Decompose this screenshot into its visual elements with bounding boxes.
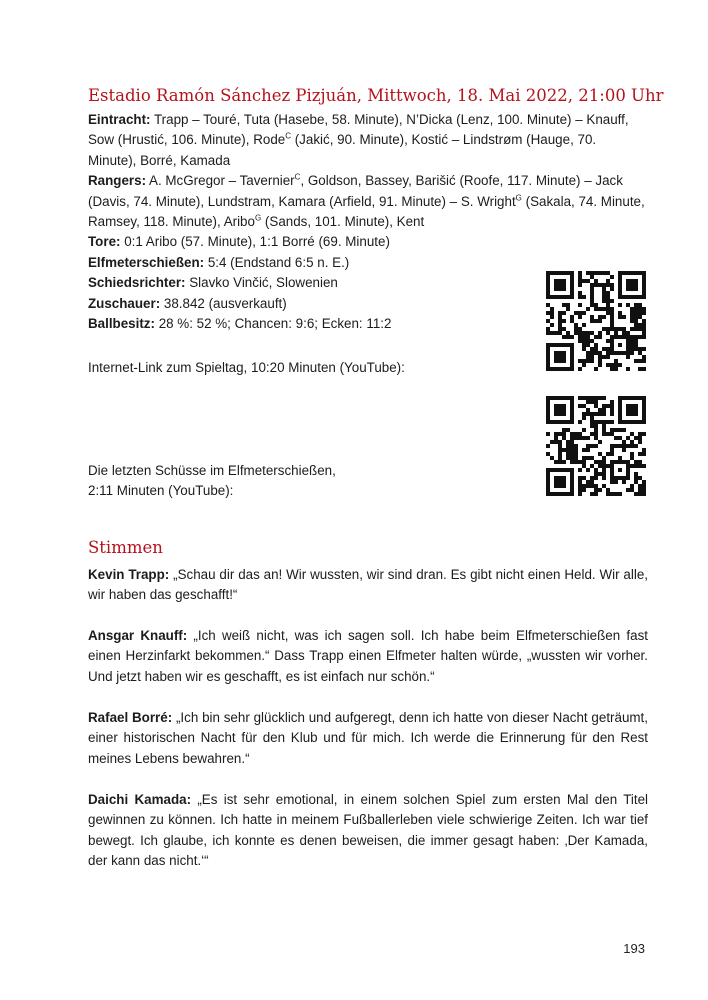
quote-speaker: Ansgar Knauff: [88,628,188,643]
quote-knauff [88,626,648,687]
quote-borre [88,708,648,769]
eintracht-label: Eintracht: [88,112,151,127]
yellow-card-mark: G [515,193,522,203]
schiedsrichter-value: Slavko Vinčić, Slowenien [185,275,338,291]
lineup-eintracht [88,110,648,171]
qr-code-icon[interactable] [546,396,646,496]
rangers-text-d: (Sands, 101. Minute), Kent [261,214,425,230]
tore-line [88,232,648,252]
quote-text: „Ich weiß nicht, was ich sagen soll. Ich habe beim Elfmeterschießen fast einen Herzinfarkt bekommen.“ Dass Trapp einen Elfmeter halten würde, „wussten wir vorher. Und jetzt haben wir es geschafft, es ist einfach nur schön.“ [88,628,648,684]
quote-kamada [88,790,648,872]
yellow-card-mark: G [254,213,262,223]
eintracht-text-b: (Jakić, 90. Minute), Kostić – Lindstrøm (Hauge, 70. Minute), Borré, Kamada [88,132,597,168]
captain-mark: C [294,172,301,182]
qr-code-icon[interactable] [546,271,646,371]
eintracht-text-a: Trapp – Touré, Tuta (Hasebe, 58. Minute), N’Dicka (Lenz, 100. Minute) – Knauff, Sow (Hrustić, 106. Minute), Rode [88,112,629,148]
quote-speaker: Daichi Kamada: [88,792,192,807]
link-text-1: Internet-Link zum Spieltag, 10:20 Minuten (YouTube): [88,360,405,375]
link-text-2-line2: 2:11 Minuten (YouTube): [88,483,234,499]
rangers-text-b: , Goldson, Bassey, Barišić (Roofe, 117. Minute) – Jack (Davis, 74. Minute), Lundstram, Kamara (Arfield, 91. Minute) – S. Wright [88,173,623,209]
ballbesitz-value: 28 %: 52 %; Chancen: 9:6; Ecken: 11:2 [154,316,392,332]
zuschauer-value: 38.842 (ausverkauft) [160,295,287,311]
stimmen-heading: Stimmen [88,538,163,557]
link-text-2-line1: Die letzten Schüsse im Elfmeterschießen, [88,463,336,478]
quote-text: „Es ist sehr emotional, in einem solchen Spiel zum ersten Mal den Titel gewinnen zu können. Ich hatte in meinem Fußballerleben viele schwierige Zeiten. Ich war tief bewegt. Ich glaube, ich konnte es denen beweisen, die immer gesagt haben: ‚Der Kamada, der kann das nicht.‘“ [88,792,648,869]
lineup-rangers [88,171,648,232]
captain-mark: C [285,131,291,141]
schiedsrichter-label: Schiedsrichter: [88,275,186,291]
quote-text: „Ich bin sehr glücklich und aufgeregt, denn ich hatte von dieser Nacht geträumt, einer historischen Nacht für den Klub und für mich. Ich werde die Erinnerung für den Rest meines Lebens bewahren.“ [88,710,648,766]
match-heading: Estadio Ramón Sánchez Pizjuán, Mittwoch, 18. Mai 2022, 21:00 Uhr [88,86,664,105]
quote-speaker: Rafael Borré: [88,710,173,725]
quote-trapp [88,565,648,606]
zuschauer-label: Zuschauer: [88,295,161,311]
rangers-text-c: (Sakala, 74. Minute, Ramsey, 118. Minute), Aribo [88,193,645,230]
rangers-label: Rangers: [88,173,147,189]
ballbesitz-label: Ballbesitz: [88,316,155,332]
page-number: 193 [623,941,645,956]
elfmeter-label: Elfmeterschießen: [88,254,205,270]
tore-value: 0:1 Aribo (57. Minute), 1:1 Borré (69. Minute) [120,234,390,250]
quote-text: „Schau dir das an! Wir wussten, wir sind dran. Es gibt nicht einen Held. Wir alle, wir haben das geschafft!“ [88,567,649,603]
rangers-text-a: A. McGregor – Tavernier [146,173,295,189]
tore-label: Tore: [88,234,121,250]
quote-speaker: Kevin Trapp: [88,567,170,582]
elfmeter-value: 5:4 (Endstand 6:5 n. E.) [204,254,350,270]
